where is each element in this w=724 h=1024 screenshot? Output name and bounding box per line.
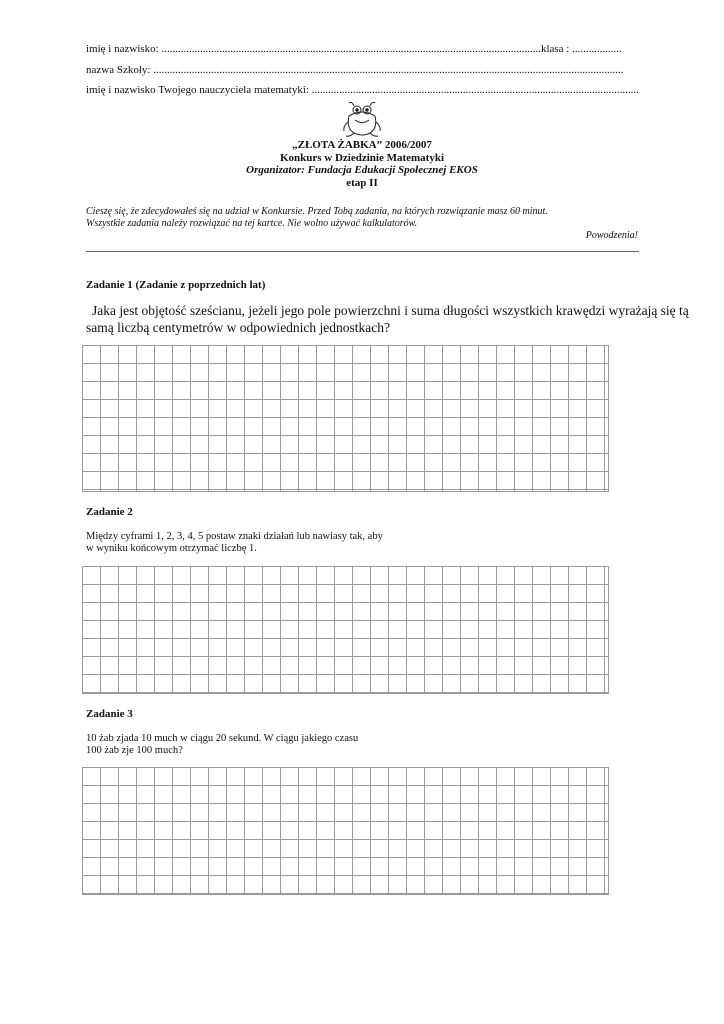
intro-line-1: Cieszę się, że zdecydowałeś się na udział w Konkursie. Przed Tobą zadania, na których rozwiązanie masz 60 minut. — [86, 206, 548, 217]
task-3-heading: Zadanie 3 — [86, 708, 133, 720]
teacher-name-line: imię i nazwisko Twojego nauczyciela matematyki: ....................................................................................................................... — [86, 84, 639, 96]
task-2-heading: Zadanie 2 — [86, 506, 133, 518]
task-3-text-line-1: 10 żab zjada 10 much w ciągu 20 sekund. W ciągu jakiego czasu — [86, 733, 359, 744]
task-1-answer-grid[interactable] — [82, 345, 609, 492]
closing-wish: Powodzenia! — [585, 230, 638, 241]
student-name-line: imię i nazwisko: ..........................................................................................................................................klasa : .................. — [86, 43, 622, 55]
task-2-text-line-2: w wyniku końcowym otrzymać liczbę 1. — [86, 543, 257, 554]
task-3-text-line-2: 100 żab zje 100 much? — [86, 745, 183, 756]
task-3-answer-grid[interactable] — [82, 767, 609, 895]
contest-organizer: Organizator: Fundacja Edukacji Społecznej EKOS — [246, 164, 478, 176]
task-2-text-line-1: Między cyframi 1, 2, 3, 4, 5 postaw znaki działań lub nawiasy tak, aby — [86, 531, 383, 542]
school-name-line: nazwa Szkoły: ........................................................................................................................................................................... — [86, 64, 624, 76]
contest-stage: etap II — [346, 177, 378, 189]
divider — [86, 251, 639, 252]
task-1-text-line-1: Jaka jest objętość sześcianu, jeżeli jego pole powierzchni i suma długości wszystkich krawędzi wyrażają się tą — [92, 303, 689, 318]
task-1-text-line-2: samą liczbą centymetrów w odpowiednich jednostkach? — [86, 320, 391, 335]
frog-mascot-icon — [340, 100, 384, 138]
contest-subtitle: Konkurs w Dziedzinie Matematyki — [279, 152, 445, 164]
task-1-heading: Zadanie 1 (Zadanie z poprzednich lat) — [86, 279, 266, 291]
contest-title: „ZŁOTA ŻABKA” 2006/2007 — [292, 139, 432, 151]
intro-line-2: Wszystkie zadania należy rozwiązać na tej kartce. Nie wolno używać kalkulatorów. — [86, 218, 418, 229]
task-2-answer-grid[interactable] — [82, 566, 609, 694]
